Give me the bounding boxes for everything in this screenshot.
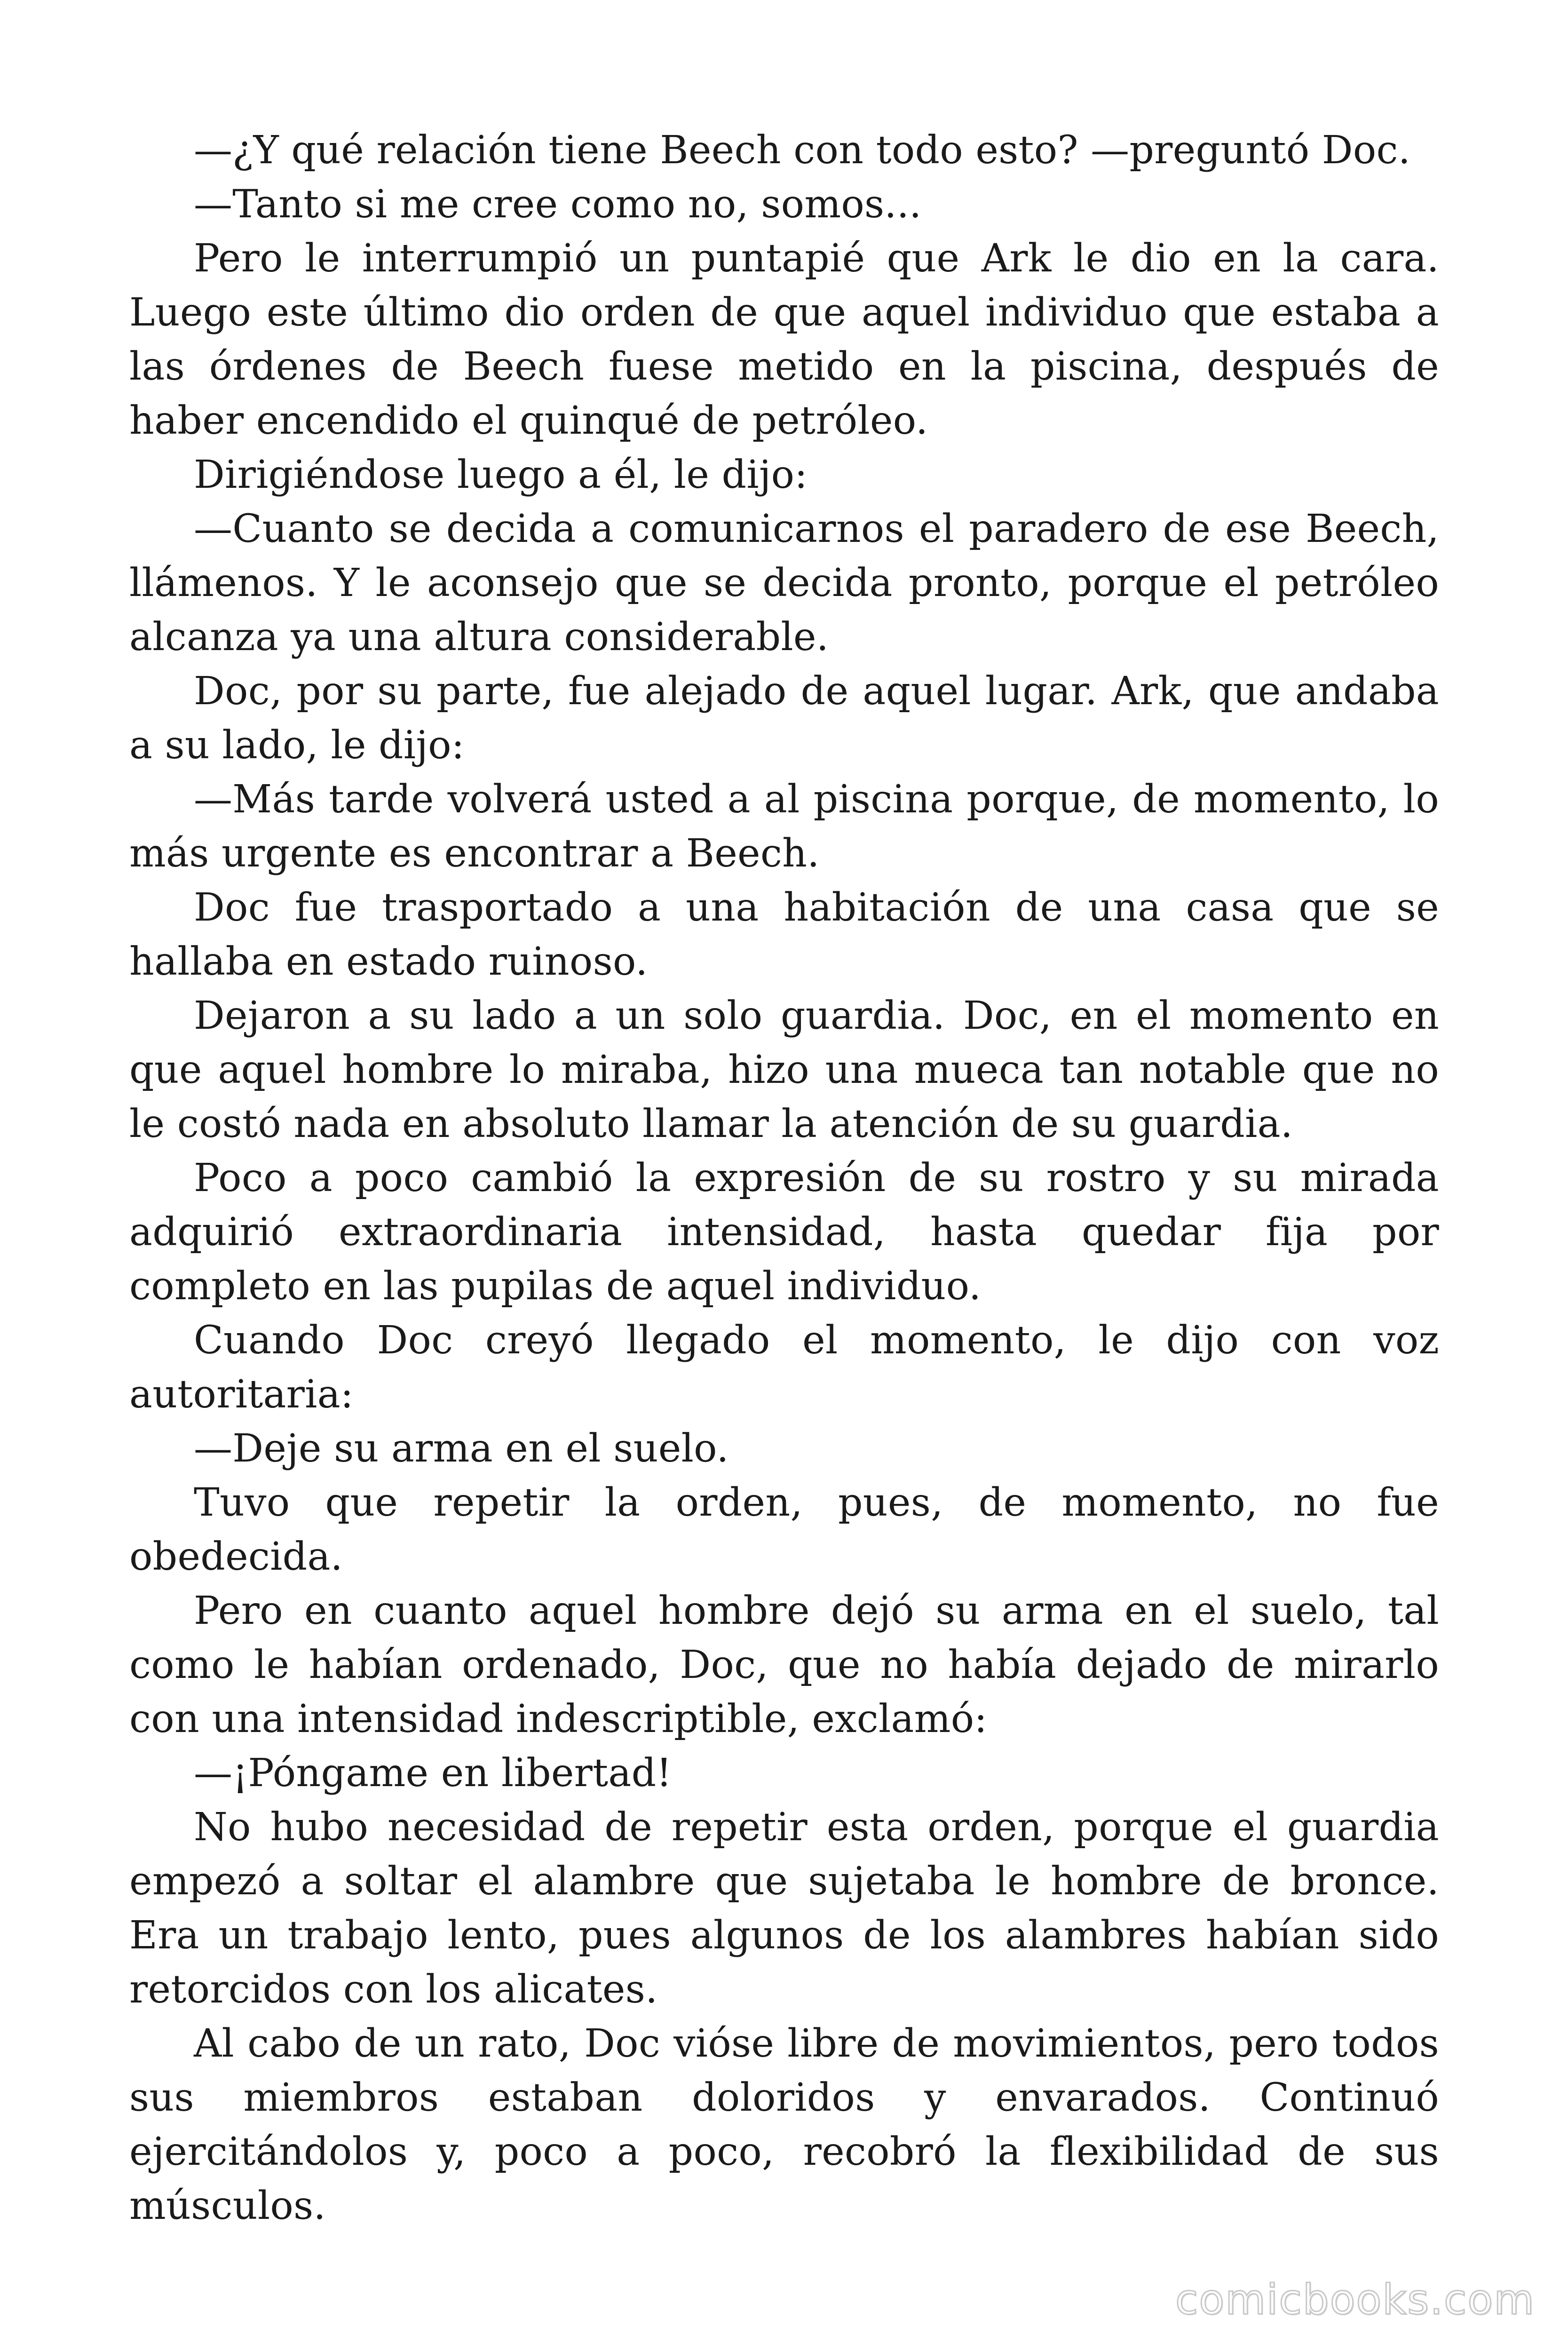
- book-page-text: [129, 123, 1439, 2233]
- paragraph: —¡Póngame en libertad!: [194, 1751, 672, 1796]
- paragraph: Dirigiéndose luego a él, le dijo:: [194, 453, 808, 497]
- paragraph: No hubo necesidad de repetir esta orden, porque el guardia empezó a soltar el alambre que sujetaba le hombre de bronce. Era un trabajo lento, pues algunos de los alambres habían sido retorcidos con los alicates.: [129, 1805, 1439, 2012]
- paragraph: Tuvo que repetir la orden, pues, de momento, no fue obedecida.: [129, 1480, 1439, 1579]
- paragraph: Dejaron a su lado a un solo guardia. Doc, en el momento en que aquel hombre lo miraba, hizo una mueca tan notable que no le costó nada en absoluto llamar la atención de su guardia.: [129, 993, 1439, 1146]
- paragraph: —Deje su arma en el suelo.: [194, 1426, 729, 1471]
- paragraph: Doc fue trasportado a una habitación de una casa que se hallaba en estado ruinoso.: [129, 885, 1439, 984]
- watermark: comicbooks.com: [1175, 2275, 1535, 2324]
- paragraph: —¿Y qué relación tiene Beech con todo esto? —preguntó Doc.: [194, 128, 1411, 173]
- paragraph: —Tanto si me cree como no, somos...: [194, 182, 922, 227]
- paragraph: —Cuanto se decida a comunicarnos el paradero de ese Beech, llámenos. Y le aconsejo que se decida pronto, porque el petróleo alcanza ya una altura considerable.: [129, 507, 1439, 660]
- paragraph: Pero en cuanto aquel hombre dejó su arma en el suelo, tal como le habían ordenado, Doc, que no había dejado de mirarlo con una intensidad indescriptible, exclamó:: [129, 1589, 1439, 1741]
- paragraph: —Más tarde volverá usted a al piscina porque, de momento, lo más urgente es encontrar a Beech.: [129, 777, 1439, 876]
- paragraph: Poco a poco cambió la expresión de su rostro y su mirada adquirió extraordinaria intensidad, hasta quedar fija por completo en las pupilas de aquel individuo.: [129, 1156, 1439, 1309]
- paragraph: Doc, por su parte, fue alejado de aquel lugar. Ark, que andaba a su lado, le dijo:: [129, 669, 1439, 768]
- paragraph: Pero le interrumpió un puntapié que Ark le dio en la cara. Luego este último dio orden de que aquel individuo que estaba a las órdenes de Beech fuese metido en la piscina, después de haber encendido el quinqué de petróleo.: [129, 236, 1439, 443]
- paragraph: Cuando Doc creyó llegado el momento, le dijo con voz autoritaria:: [129, 1318, 1439, 1417]
- paragraph: Al cabo de un rato, Doc vióse libre de movimientos, pero todos sus miembros estaban doloridos y envarados. Continuó ejercitándolos y, poco a poco, recobró la flexibilidad de sus músculos.: [129, 2021, 1439, 2228]
